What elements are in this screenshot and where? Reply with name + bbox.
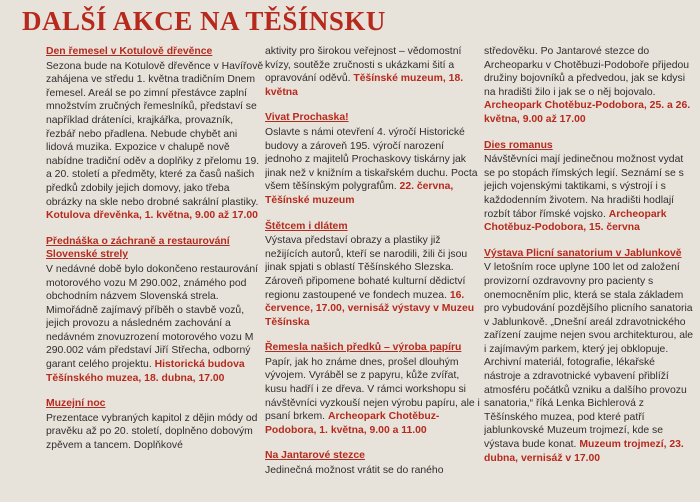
column-2 bbox=[265, 45, 483, 502]
article-venue: Archeopark Chotěbuz-Podobora, 15. června bbox=[484, 208, 667, 234]
article-muzejni-noc-continued bbox=[265, 45, 483, 99]
column-3 bbox=[484, 45, 694, 502]
article-venue: Muzeum trojmezí, 23. dubna, vernisáž v 17.00 bbox=[484, 439, 684, 464]
article-venue: Kotulova dřevěnka, 1. května, 9.00 až 17.00 bbox=[46, 210, 258, 222]
article-title: Muzejní noc bbox=[46, 398, 106, 410]
article-title: Štětcem i dlátem bbox=[265, 220, 348, 232]
article-title: Přednáška o záchraně a restaurování Slovenské strely bbox=[46, 235, 230, 261]
article-vivat-prochaska bbox=[265, 111, 483, 207]
article-body: Návštěvníci mají jedinečnou možnost vydat se po stopách římských legií. Seznámí se s jejich vojenskými taktikami, s výstrojí i s každodenním životem. Na hradišti hodlají rozbít tábor římské vojsko. bbox=[484, 154, 684, 220]
article-slovenska-strela bbox=[46, 235, 264, 386]
article-plicni-sanatorium bbox=[484, 247, 694, 466]
article-title: Dies romanus bbox=[484, 139, 553, 151]
column-1 bbox=[46, 45, 264, 502]
article-stetcem-i-dlatem bbox=[265, 220, 483, 330]
article-body: Papír, jak ho známe dnes, prošel dlouhým vývojem. Vyráběl se z papyru, kůže zvířat, kusu hadří i ze dřeva. V rámci workshopu si návštěvníci vyzkouší nejen výrobu papíru, ale i psaní brkem. bbox=[265, 356, 480, 423]
article-muzejni-noc bbox=[46, 397, 264, 452]
article-body: aktivity pro širokou veřejnost – vědomostní kvízy, soutěže zručnosti s ukázkami šití a opravování oděvů. bbox=[265, 46, 462, 85]
article-title: Na Jantarové stezce bbox=[265, 450, 365, 462]
article-title: Vivat Prochaska! bbox=[265, 112, 349, 124]
article-venue: 16. července, 17.00, vernisáž výstavy v Muzeu Těšínska bbox=[265, 289, 475, 328]
article-venue: Archeopark Chotěbuz-Podobora, 25. a 26. května, 9.00 až 17.00 bbox=[484, 100, 691, 125]
article-jantarova-stezka-continued bbox=[484, 45, 694, 127]
page-title: DALŠÍ AKCE NA TĚŠÍNSKU bbox=[22, 6, 386, 36]
article-title: Den řemesel v Kotulově dřevěnce bbox=[46, 46, 213, 57]
article-venue: Těšínské muzeum, 18. května bbox=[265, 73, 464, 98]
article-body: Prezentace vybraných kapitol z dějin módy od pravěku až po 20. století, doplněno dobovým zpěvem a tancem. Doplňkové bbox=[46, 412, 258, 452]
article-body: V letošním roce uplyne 100 let od založení provizorní ozdravovny pro pacienty s onemocněním plic, která se stala základem pro vybudování pozdějšího plicního sanatoria v Jablunkově. „Dnešní areál zdravotnického zařízení zaujme nejen svou architekturou, ale i zajímavým parkem, který jej obklopuje. Archivní materiál, fotografie, lékařské nástroje a zdravotnické vybavení přiblíží atmosféru počátků vzniku a dalšího provozu sanatoria,“ říká Lenka Bichlerová z Těšínského muzea, pod které patří jablunkovské Muzeum trojmezí, kde se výstava bude konat. bbox=[484, 262, 694, 451]
article-body: středověku. Po Jantarové stezce do Archeoparku v Chotěbuzi-Podoboře přijedou družiny bojovníků a předvedou, jak se kdysi na hradišti žilo i jak se o něj bojovalo. bbox=[484, 46, 690, 98]
article-remesla-papir bbox=[265, 341, 483, 437]
article-body: Výstava představí obrazy a plastiky již nežijících autorů, kteří se narodili, žili či jsou jinak spjati s oblastí Těšínského Slezska. Zároveň připomene bohaté kulturní dědictví regionu zastoupené ve fondech muzea. bbox=[265, 235, 468, 301]
article-body: Sezona bude na Kotulově dřevěnce v Havířově zahájena ve středu 1. května tradičním Dnem řemesel. Areál se po zimní přestávce zaplní množstvím zručných řemeslníků, představí se například dráteníci, krajkářka, provazník, řezbář nebo přadlena. Nebude chybět ani lidová muzika. Expozice v chalupě nově nabídne tradiční oděv a doplňky z přelomu 19. a 20. století a předměty, které za časů našich předků zdobily jejich domovy, jako třeba obrázky na skle nebo drobné sakrální plastiky. bbox=[46, 60, 264, 208]
article-den-remesel bbox=[46, 45, 264, 223]
article-venue: Historická budova Těšínského muzea, 18. dubna, 17.00 bbox=[46, 359, 245, 384]
article-venue: 22. června, Těšínské muzeum bbox=[265, 181, 454, 206]
article-jantarova-stezka bbox=[265, 449, 483, 477]
article-body: Oslavte s námi otevření 4. výročí Historické budovy a zároveň 195. výročí narození jednoho z majitelů Prochaskovy tiskárny jak jinak než v knižním a tiskařském duchu. Pocta všem těšínským polygrafům. bbox=[265, 126, 478, 193]
article-title: Řemesla našich předků – výroba papíru bbox=[265, 342, 462, 354]
article-dies-romanus bbox=[484, 139, 694, 235]
article-body: V nedávné době bylo dokončeno restaurování motorového vozu M 290.002, známého pod obchodním názvem Slovenská strela. Mimořádně zajímavý příběh o stavbě vozů, jejich provozu a následném zachování a nedávném znovuzrození motorového vozu M 290.002 vám představí Jiří Střecha, odborný garant celého projektu. bbox=[46, 263, 259, 371]
article-title: Výstava Plicní sanatorium v Jablunkově bbox=[484, 247, 682, 259]
article-body: Jedinečná možnost vrátit se do raného bbox=[265, 465, 444, 477]
article-venue: Archeopark Chotěbuz-Podobora, 1. května, 9.00 a 11.00 bbox=[265, 411, 440, 436]
